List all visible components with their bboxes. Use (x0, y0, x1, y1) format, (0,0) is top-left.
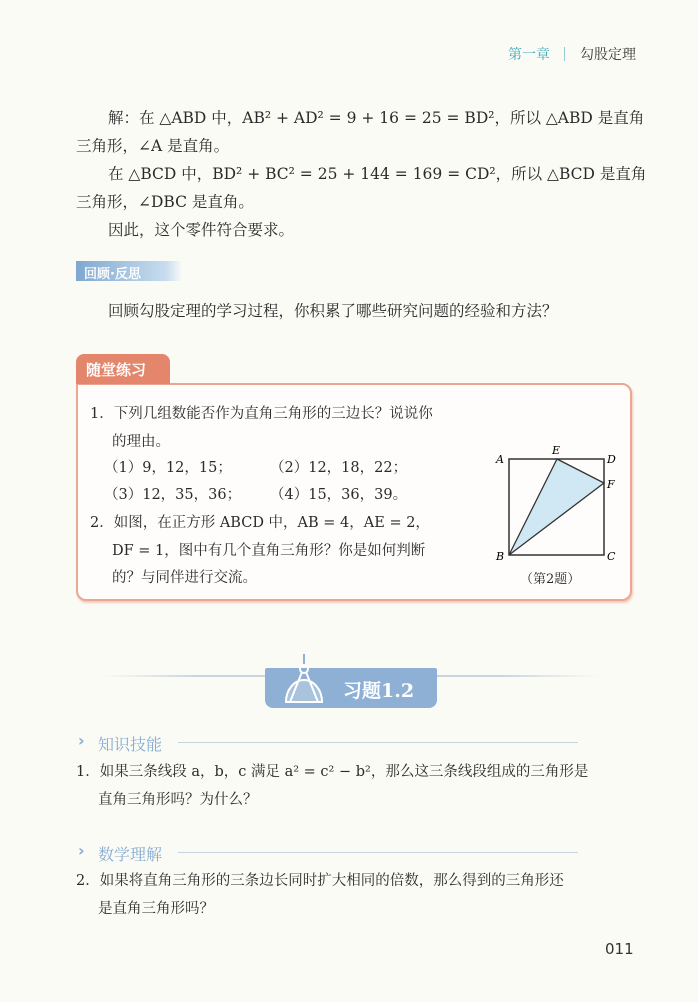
label-f: F (607, 478, 615, 491)
page-number: 011 (605, 940, 634, 958)
solution-line: 在 △BCD 中，BD² + BC² = 25 + 144 = 169 = CD²，所以 △BCD 是直角 (108, 165, 647, 183)
solution-line: 解：在 △ABD 中，AB² + AD² = 9 + 16 = 25 = BD²，所以 △ABD 是直角 (108, 109, 645, 127)
compass-icon (282, 652, 326, 706)
option: （2）12，18，22； (270, 460, 408, 476)
exercise-question: 直角三角形吗？为什么？ (98, 792, 258, 808)
practice-q2: 的？与同伴进行交流。 (112, 570, 257, 586)
exercise-question: 1．如果三条线段 a，b，c 满足 a² = c² − b²，那么这三条线段组成的三角形是 (76, 764, 589, 780)
chevron-right-icon: › (78, 841, 85, 860)
solution-line: 三角形，∠DBC 是直角。 (76, 193, 254, 211)
shaded-triangle (509, 459, 604, 555)
solution-line: 三角形，∠A 是直角。 (76, 137, 230, 155)
label-b: B (496, 550, 505, 563)
practice-tag: 随堂练习 (76, 354, 170, 384)
figure-caption: （第2题） (520, 572, 581, 587)
review-tag: 回顾·反思 (76, 261, 182, 281)
label-c: C (607, 550, 616, 563)
section-divider (178, 742, 578, 743)
option: （1）9，12，15； (104, 460, 232, 476)
practice-q1: 的理由。 (112, 434, 170, 450)
practice-q2: 2．如图，在正方形 ABCD 中，AB = 4，AE = 2， (90, 515, 430, 531)
review-question: 回顾勾股定理的学习过程，你积累了哪些研究问题的经验和方法？ (108, 302, 558, 320)
exercise-title: 习题1.2 (343, 680, 415, 702)
option: （3）12，35，36； (104, 487, 242, 503)
label-a: A (496, 453, 504, 466)
section-divider (178, 852, 578, 853)
section-title: 数学理解 (98, 845, 163, 864)
section-title: 知识技能 (98, 735, 163, 754)
square-figure (490, 440, 630, 570)
practice-q1: 1．下列几组数能否作为直角三角形的三边长？说说你 (90, 406, 433, 422)
label-e: E (552, 444, 561, 457)
option: （4）15，36，39。 (270, 487, 408, 503)
label-d: D (607, 453, 616, 466)
header-divider (564, 47, 565, 61)
exercise-question: 2．如果将直角三角形的三条边长同时扩大相同的倍数，那么得到的三角形还 (76, 873, 564, 889)
chapter-label: 第一章 (508, 47, 550, 63)
chevron-right-icon: › (78, 731, 85, 750)
solution-line: 因此，这个零件符合要求。 (108, 221, 295, 239)
chapter-title: 勾股定理 (580, 47, 636, 63)
exercise-question: 是直角三角形吗？ (98, 901, 214, 917)
practice-q2: DF = 1，图中有几个直角三角形？你是如何判断 (112, 543, 426, 559)
